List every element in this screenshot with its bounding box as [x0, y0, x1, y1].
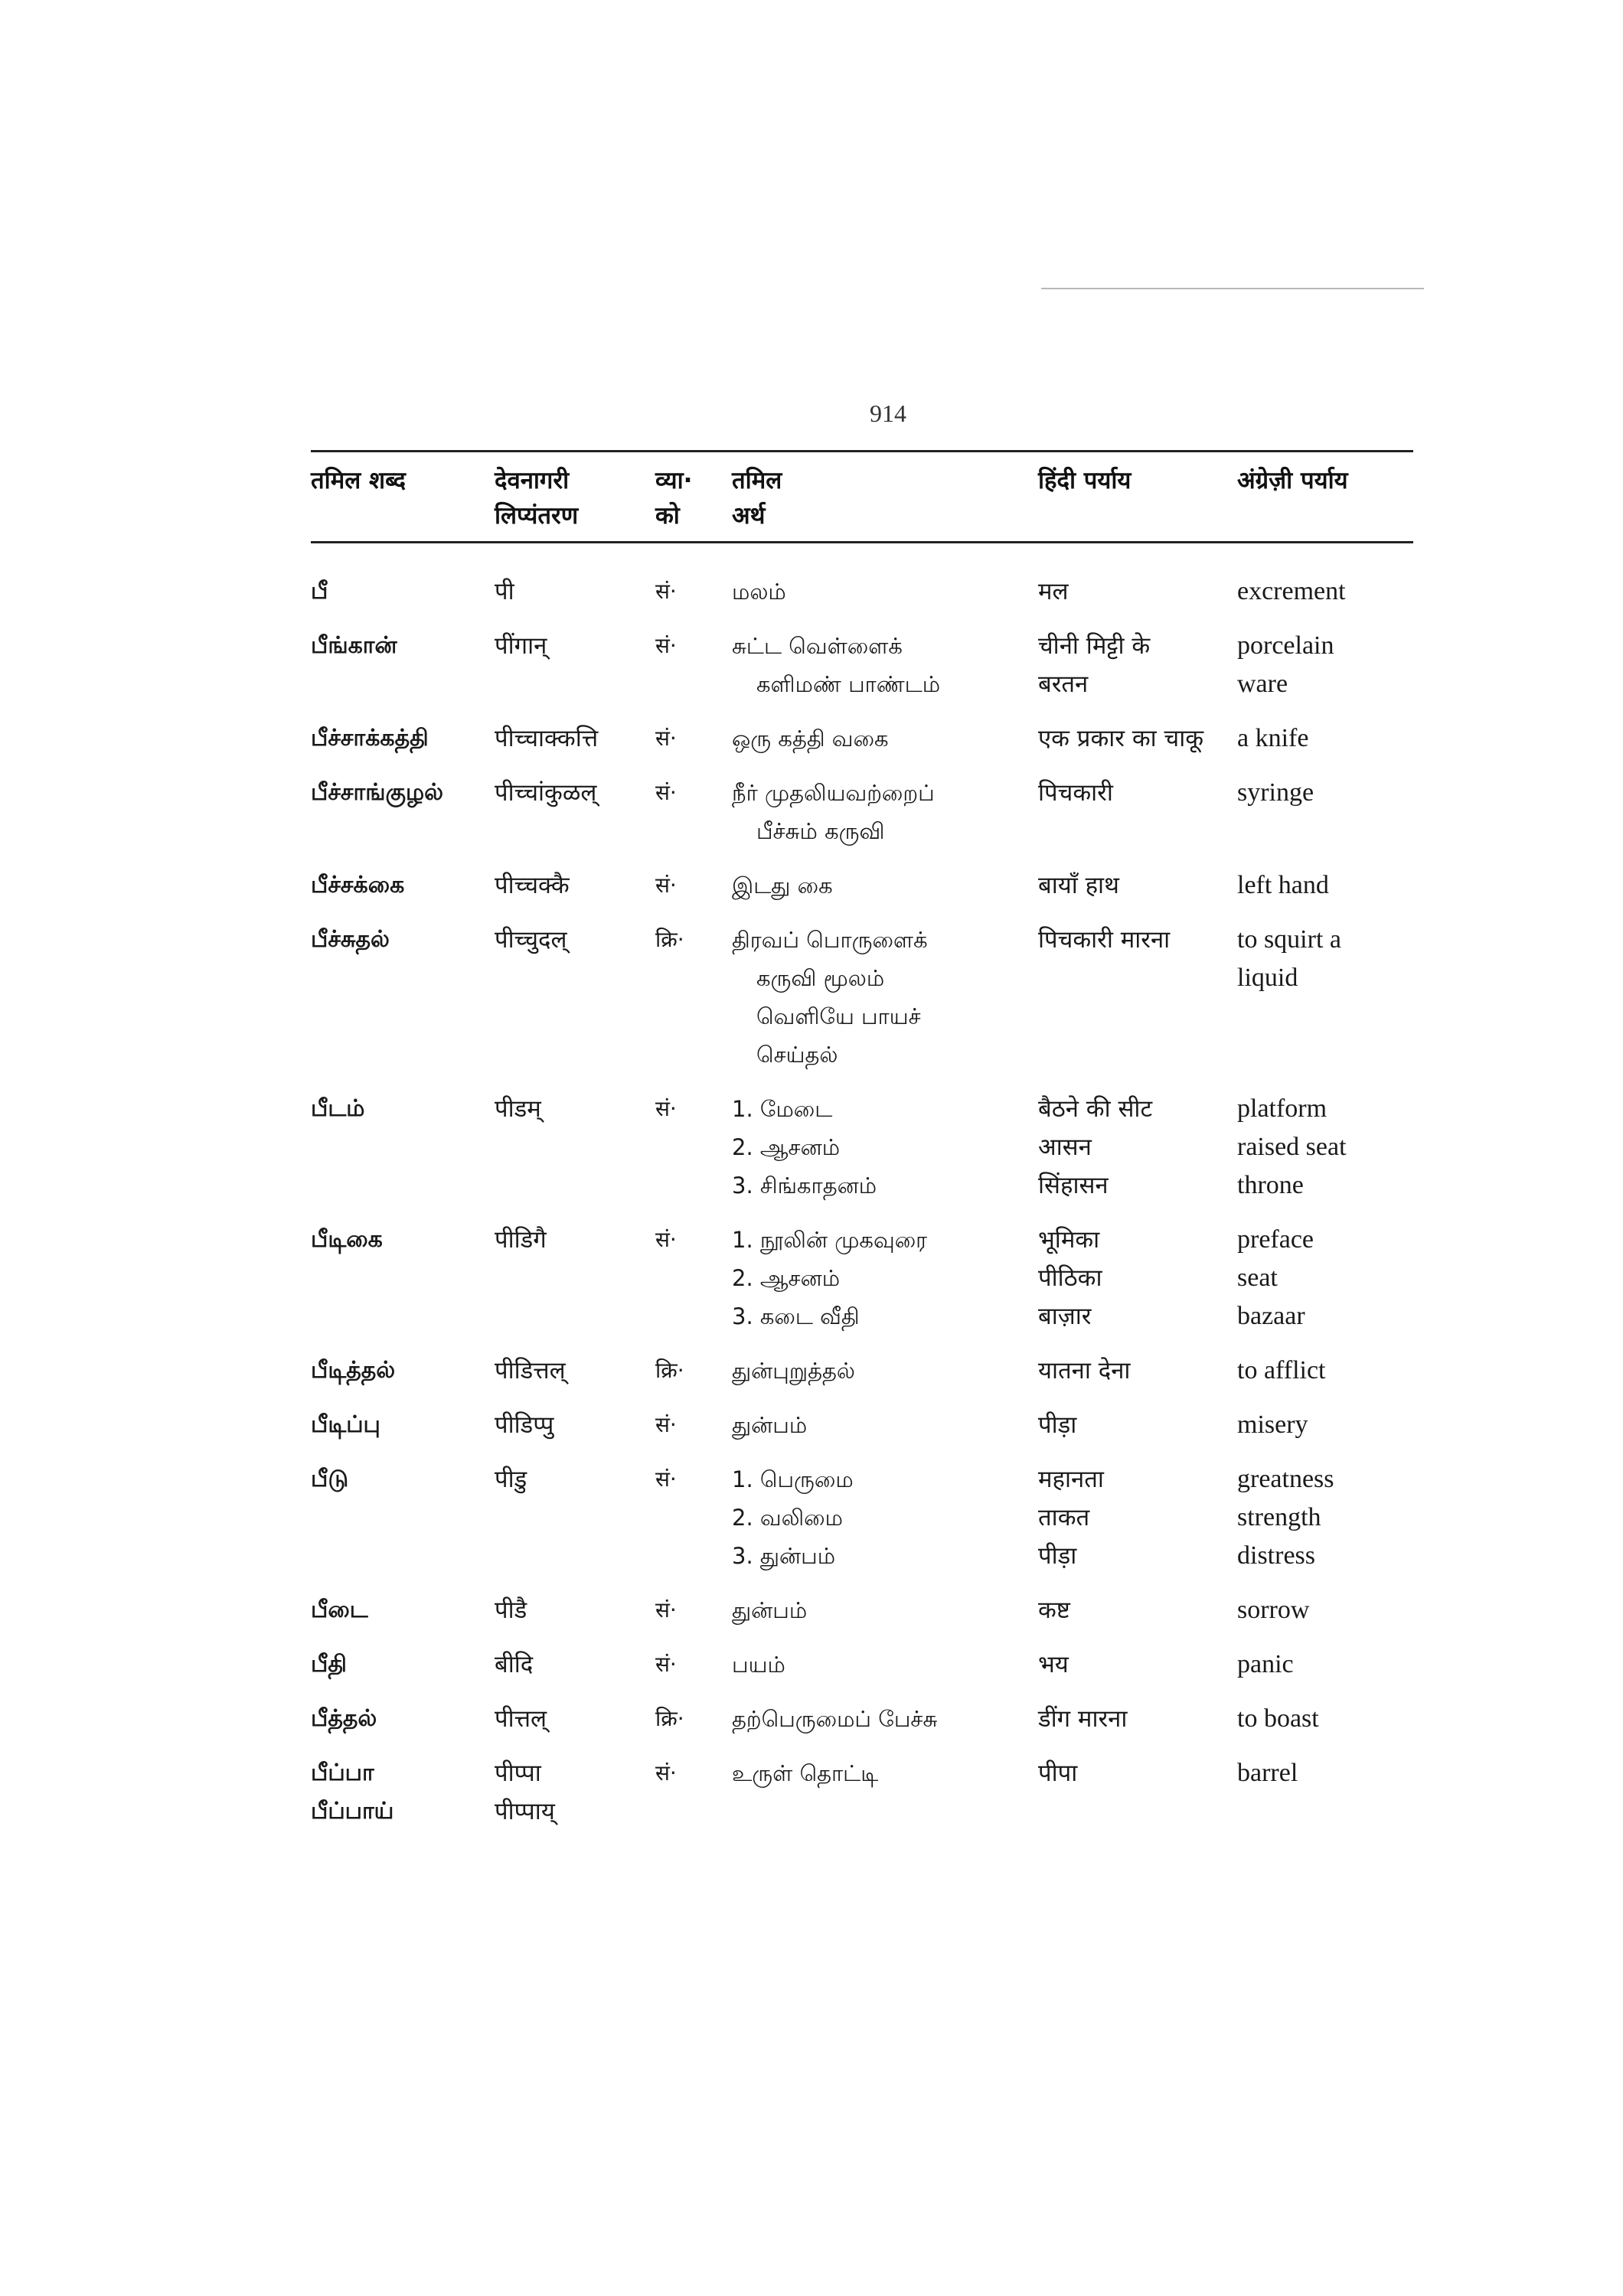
hindi-synonym-line: बाज़ार: [1038, 1303, 1092, 1330]
hindi-synonym: [1038, 1754, 1237, 1831]
hindi-synonym-line: महानता: [1038, 1466, 1104, 1493]
tamil-word: [311, 1352, 495, 1390]
table-row: [311, 1754, 1413, 1831]
tamil-word: [311, 719, 495, 758]
english-synonym-line: raised seat: [1237, 1133, 1347, 1161]
hindi-synonym: [1038, 921, 1237, 1074]
english-synonym: [1237, 1645, 1413, 1684]
tamil-meaning-line: பீச்சும் கருவி: [756, 818, 885, 844]
tamil-meaning-line: சுட்ட வெள்ளைக்: [732, 633, 903, 659]
transliteration-line: पीडै: [495, 1596, 527, 1624]
transliteration-line: पीडिगै: [495, 1226, 547, 1254]
tamil-word: [311, 1754, 495, 1831]
tamil-meaning-line: தற்பெருமைப் பேச்சு: [732, 1706, 938, 1732]
transliteration-line: पीडित्तल्: [495, 1357, 566, 1384]
tamil-meaning-line: 1. நூலின் முகவுரை: [732, 1227, 928, 1253]
hindi-synonym: [1038, 1591, 1237, 1629]
tamil-meaning: [732, 866, 1038, 905]
table-row: [311, 921, 1413, 1074]
table-row: [311, 866, 1413, 905]
hindi-synonym: [1038, 866, 1237, 905]
hindi-synonym: [1038, 1460, 1237, 1575]
hindi-synonym-line: एक प्रकार का चाकू: [1038, 725, 1204, 752]
english-synonym: [1237, 1221, 1413, 1336]
header-english-synonym: अंग्रेज़ी पर्याय: [1237, 467, 1348, 494]
hindi-synonym-line: बैठने की सीट: [1038, 1095, 1153, 1123]
english-synonym: [1237, 1406, 1413, 1444]
table-row: [311, 719, 1413, 758]
tamil-word-line: பீச்சுதல்: [311, 926, 390, 953]
hindi-synonym: [1038, 774, 1237, 850]
header-grammar: व्या· को: [655, 467, 693, 530]
transliteration: [495, 1591, 655, 1629]
transliteration: [495, 1460, 655, 1575]
table-row: [311, 1406, 1413, 1444]
table-row: [311, 774, 1413, 850]
transliteration: [495, 1090, 655, 1205]
english-synonym: [1237, 1591, 1413, 1629]
transliteration: [495, 1645, 655, 1684]
tamil-meaning-line: 3. துன்பம்: [732, 1543, 836, 1569]
tamil-word-line: பீடிகை: [311, 1226, 383, 1253]
transliteration: [495, 866, 655, 905]
table-header: [311, 452, 1413, 533]
transliteration-line: पीडिप्पु: [495, 1411, 554, 1439]
tamil-word: [311, 1700, 495, 1738]
transliteration-line: पीप्पाय्: [495, 1798, 555, 1825]
tamil-meaning: [732, 1460, 1038, 1575]
tamil-meaning-line: களிமண் பாண்டம்: [756, 671, 941, 697]
grammar-tag: सं·: [655, 1652, 677, 1677]
table-row: [311, 1591, 1413, 1629]
english-synonym-line: sorrow: [1237, 1596, 1310, 1624]
table-row: [311, 1090, 1413, 1205]
tamil-word-line: பீடிப்பு: [311, 1411, 380, 1438]
tamil-meaning-line: துன்பம்: [732, 1412, 808, 1438]
table-row: [311, 1460, 1413, 1575]
tamil-meaning: [732, 1406, 1038, 1444]
tamil-meaning-line: 3. சிங்காதனம்: [732, 1172, 877, 1199]
grammar-tag: सं·: [655, 726, 677, 751]
english-synonym-line: throne: [1237, 1171, 1304, 1199]
hindi-synonym-line: सिंहासन: [1038, 1172, 1109, 1199]
english-synonym: [1237, 572, 1413, 611]
english-synonym-line: strength: [1237, 1503, 1321, 1531]
hindi-synonym-line: पिचकारी: [1038, 779, 1113, 807]
hindi-synonym-line: मल: [1038, 578, 1069, 605]
english-synonym: [1237, 866, 1413, 905]
english-synonym-line: porcelain: [1237, 631, 1334, 660]
table-row: [311, 627, 1413, 703]
hindi-synonym-line: आसन: [1038, 1133, 1092, 1161]
hindi-synonym: [1038, 1221, 1237, 1336]
english-synonym-line: ware: [1237, 670, 1288, 698]
header-tamil-word: तमिल शब्द: [311, 467, 406, 494]
tamil-meaning: [732, 774, 1038, 850]
transliteration: [495, 1352, 655, 1390]
english-synonym-line: preface: [1237, 1225, 1314, 1254]
english-synonym-line: greatness: [1237, 1465, 1334, 1493]
grammar-tag: सं·: [655, 1760, 677, 1786]
english-synonym: [1237, 1090, 1413, 1205]
hindi-synonym: [1038, 1700, 1237, 1738]
english-synonym-line: a knife: [1237, 724, 1309, 752]
tamil-meaning-line: வெளியே பாயச்: [756, 1003, 921, 1029]
table-row: [311, 1700, 1413, 1738]
tamil-word-line: பீடம்: [311, 1095, 365, 1122]
tamil-word-line: பீத்தல்: [311, 1705, 377, 1732]
tamil-word: [311, 1645, 495, 1684]
tamil-word-line: பீச்சாங்குழல்: [311, 779, 444, 806]
tamil-word: [311, 1221, 495, 1336]
tamil-meaning: [732, 1090, 1038, 1205]
transliteration-line: पीच्चक्कै: [495, 872, 570, 899]
hindi-synonym-line: चीनी मिट्टी के: [1038, 632, 1151, 660]
top-rule: [1041, 288, 1424, 289]
grammar-tag: सं·: [655, 1412, 677, 1437]
tamil-meaning: [732, 1645, 1038, 1684]
header-hindi-synonym: हिंदी पर्याय: [1038, 467, 1132, 494]
hindi-synonym: [1038, 627, 1237, 703]
tamil-word-line: பீடித்தல்: [311, 1357, 396, 1384]
english-synonym: [1237, 774, 1413, 850]
grammar-tag: सं·: [655, 579, 677, 604]
english-synonym-line: to squirt a: [1237, 925, 1341, 954]
english-synonym: [1237, 1352, 1413, 1390]
hindi-synonym-line: यातना देना: [1038, 1357, 1131, 1384]
tamil-meaning: [732, 719, 1038, 758]
tamil-word: [311, 572, 495, 611]
transliteration-line: पी: [495, 578, 514, 605]
hindi-synonym: [1038, 1406, 1237, 1444]
transliteration-line: पीप्पा: [495, 1760, 541, 1787]
hindi-synonym-line: ताकत: [1038, 1504, 1090, 1531]
transliteration-line: पीच्चांकुळल्: [495, 779, 597, 807]
transliteration: [495, 1754, 655, 1831]
tamil-meaning: [732, 921, 1038, 1074]
tamil-meaning: [732, 627, 1038, 703]
transliteration: [495, 1406, 655, 1444]
transliteration: [495, 921, 655, 1074]
grammar-tag: सं·: [655, 633, 677, 658]
hindi-synonym-line: बायाँ हाथ: [1038, 872, 1119, 899]
english-synonym-line: misery: [1237, 1411, 1308, 1439]
table-row: [311, 1352, 1413, 1390]
grammar-tag: क्रि·: [655, 1706, 684, 1731]
english-synonym-line: to boast: [1237, 1704, 1319, 1733]
transliteration: [495, 1221, 655, 1336]
hindi-synonym-line: भय: [1038, 1651, 1069, 1678]
hindi-synonym-line: पिचकारी मारना: [1038, 926, 1171, 954]
transliteration-line: पीच्चाक्कत्ति: [495, 725, 599, 752]
english-synonym-line: seat: [1237, 1264, 1278, 1292]
tamil-word-line: பீ: [311, 578, 328, 605]
english-synonym-line: bazaar: [1237, 1302, 1305, 1330]
tamil-meaning-line: செய்தல்: [756, 1042, 838, 1068]
tamil-meaning-line: 2. ஆசனம்: [732, 1265, 841, 1291]
english-synonym: [1237, 1754, 1413, 1831]
transliteration-line: पींगान्: [495, 632, 547, 660]
grammar-tag: सं·: [655, 780, 677, 805]
transliteration: [495, 719, 655, 758]
english-synonym-line: left hand: [1237, 871, 1329, 899]
table-body: [311, 543, 1413, 1831]
tamil-word: [311, 1460, 495, 1575]
tamil-word: [311, 627, 495, 703]
tamil-meaning-line: 1. மேடை: [732, 1096, 833, 1122]
transliteration: [495, 1700, 655, 1738]
tamil-meaning-line: ஒரு கத்தி வகை: [732, 726, 889, 752]
table-row: [311, 1221, 1413, 1336]
tamil-word: [311, 866, 495, 905]
hindi-synonym-line: पीड़ा: [1038, 1411, 1077, 1439]
tamil-meaning-line: பயம்: [732, 1652, 785, 1678]
table-row: [311, 572, 1413, 611]
transliteration: [495, 774, 655, 850]
hindi-synonym: [1038, 1090, 1237, 1205]
tamil-word-line: பீதி: [311, 1651, 347, 1678]
tamil-meaning: [732, 1591, 1038, 1629]
tamil-word: [311, 1406, 495, 1444]
grammar-tag: क्रि·: [655, 927, 684, 952]
tamil-meaning-line: 2. வலிமை: [732, 1505, 843, 1531]
transliteration-line: पीडु: [495, 1466, 527, 1493]
english-synonym-line: barrel: [1237, 1759, 1298, 1787]
grammar-tag: सं·: [655, 1466, 677, 1492]
tamil-word-line: பீச்சக்கை: [311, 872, 405, 899]
hindi-synonym-line: पीपा: [1038, 1760, 1078, 1787]
transliteration-line: पीत्तल्: [495, 1705, 547, 1733]
transliteration-line: पीडम्: [495, 1095, 541, 1123]
tamil-meaning: [732, 1754, 1038, 1831]
english-synonym: [1237, 1460, 1413, 1575]
english-synonym-line: liquid: [1237, 964, 1298, 992]
english-synonym-line: panic: [1237, 1650, 1294, 1678]
transliteration-line: बीदि: [495, 1651, 534, 1678]
tamil-meaning-line: துன்பம்: [732, 1597, 808, 1623]
tamil-meaning-line: இடது கை: [732, 872, 833, 899]
tamil-word: [311, 1090, 495, 1205]
english-synonym-line: distress: [1237, 1541, 1315, 1570]
hindi-synonym-line: पीठिका: [1038, 1264, 1102, 1292]
table-row: [311, 1645, 1413, 1684]
tamil-word: [311, 921, 495, 1074]
tamil-word: [311, 1591, 495, 1629]
grammar-tag: सं·: [655, 1597, 677, 1623]
english-synonym-line: syringe: [1237, 778, 1314, 807]
transliteration-line: पीच्चुदल्: [495, 926, 567, 954]
english-synonym: [1237, 719, 1413, 758]
english-synonym: [1237, 921, 1413, 1074]
hindi-synonym-line: बरतन: [1038, 670, 1089, 698]
hindi-synonym: [1038, 719, 1237, 758]
header-transliteration: देवनागरी लिप्यंतरण: [495, 467, 579, 530]
tamil-meaning: [732, 1221, 1038, 1336]
hindi-synonym-line: डींग मारना: [1038, 1705, 1128, 1733]
hindi-synonym: [1038, 1352, 1237, 1390]
tamil-word-line: பீடு: [311, 1466, 349, 1492]
hindi-synonym-line: कष्ट: [1038, 1596, 1070, 1624]
tamil-word-line: பீச்சாக்கத்தி: [311, 725, 429, 752]
transliteration: [495, 572, 655, 611]
tamil-meaning-line: நீர் முதலியவற்றைப்: [732, 780, 935, 806]
page-number: 914: [870, 400, 906, 427]
english-synonym-line: to afflict: [1237, 1356, 1326, 1384]
grammar-tag: सं·: [655, 872, 677, 898]
header-tamil-meaning: तमिल अर्थ: [732, 467, 782, 530]
tamil-word-line: பீப்பா: [311, 1760, 374, 1786]
tamil-meaning: [732, 1352, 1038, 1390]
tamil-word-line: பீங்கான்: [311, 632, 397, 659]
dictionary-table: [311, 450, 1413, 1847]
hindi-synonym-line: पीड़ा: [1038, 1542, 1077, 1570]
hindi-synonym: [1038, 1645, 1237, 1684]
grammar-tag: सं·: [655, 1227, 677, 1252]
grammar-tag: क्रि·: [655, 1358, 684, 1383]
transliteration: [495, 627, 655, 703]
tamil-meaning-line: 3. கடை வீதி: [732, 1303, 860, 1329]
tamil-word: [311, 774, 495, 850]
tamil-meaning: [732, 1700, 1038, 1738]
hindi-synonym: [1038, 572, 1237, 611]
tamil-meaning-line: திரவப் பொருளைக்: [732, 927, 928, 953]
tamil-meaning-line: உருள் தொட்டி: [732, 1760, 879, 1786]
grammar-tag: सं·: [655, 1096, 677, 1121]
tamil-word-line: பீப்பாய்: [311, 1798, 394, 1825]
english-synonym-line: platform: [1237, 1094, 1327, 1123]
tamil-meaning-line: மலம்: [732, 579, 786, 605]
tamil-meaning-line: துன்புறுத்தல்: [732, 1358, 855, 1384]
tamil-meaning-line: 2. ஆசனம்: [732, 1134, 841, 1160]
hindi-synonym-line: भूमिका: [1038, 1226, 1100, 1254]
tamil-meaning-line: கருவி மூலம்: [756, 965, 885, 991]
english-synonym: [1237, 627, 1413, 703]
english-synonym-line: excrement: [1237, 577, 1346, 605]
tamil-meaning: [732, 572, 1038, 611]
tamil-meaning-line: 1. பெருமை: [732, 1466, 854, 1492]
english-synonym: [1237, 1700, 1413, 1738]
tamil-word-line: பீடை: [311, 1596, 368, 1623]
